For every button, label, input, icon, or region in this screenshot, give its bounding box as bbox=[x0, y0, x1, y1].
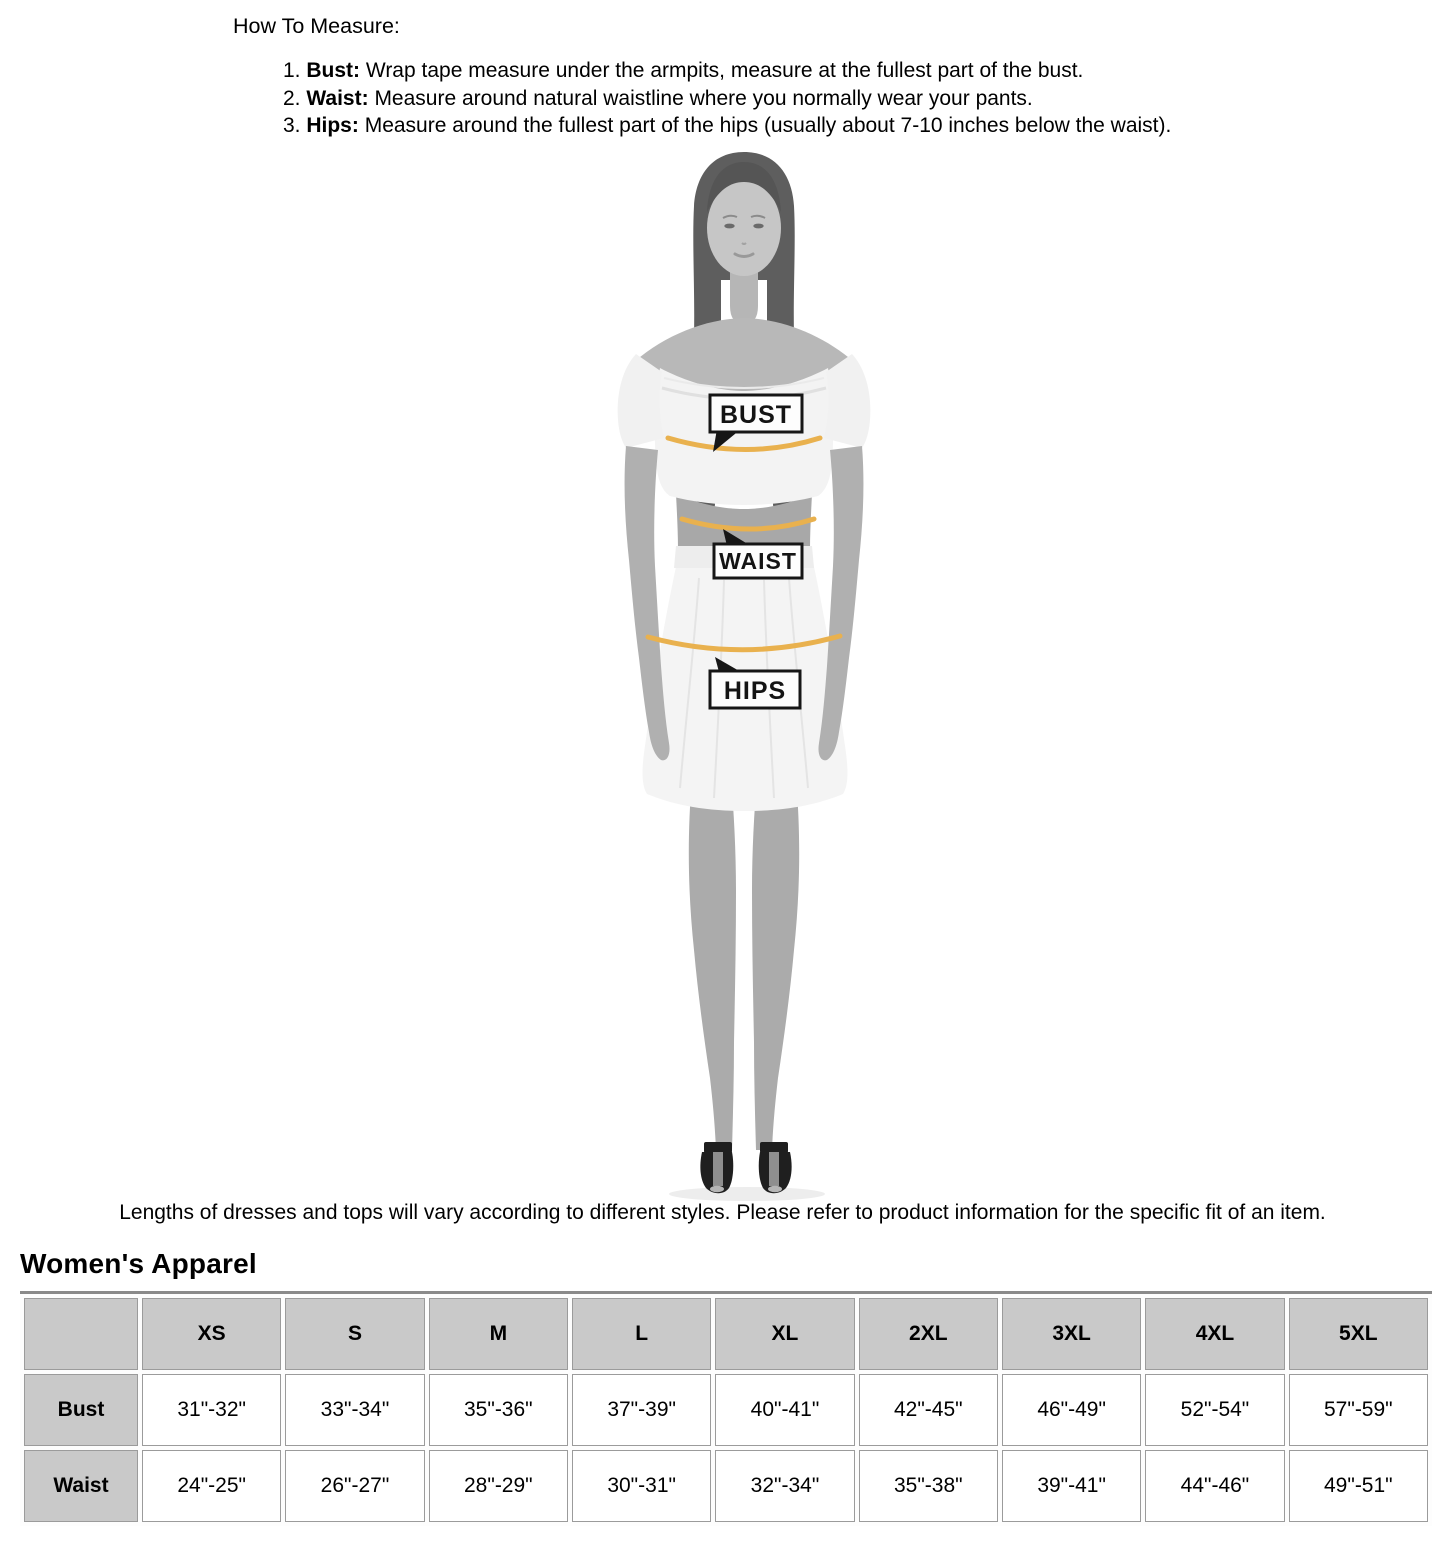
bust-callout-label: BUST bbox=[719, 401, 793, 429]
cell-waist-l: 30"-31" bbox=[572, 1450, 711, 1522]
instruction-step-waist bbox=[283, 85, 1171, 113]
hips-callout-label: HIPS bbox=[723, 677, 787, 705]
size-table-wrap bbox=[20, 1291, 1432, 1526]
row-header-waist: Waist bbox=[24, 1450, 138, 1522]
ground-shadow bbox=[669, 1187, 825, 1201]
step-text: Measure around natural waistline where you normally wear your pants. bbox=[374, 86, 1033, 110]
model-arm-right bbox=[818, 446, 863, 760]
cell-bust-s: 33"-34" bbox=[285, 1374, 424, 1446]
measurement-figure bbox=[564, 148, 924, 1208]
howto-title: How To Measure: bbox=[233, 14, 400, 38]
col-header-2xl: 2XL bbox=[859, 1298, 998, 1370]
cell-waist-m: 28"-29" bbox=[429, 1450, 568, 1522]
cell-waist-2xl: 35"-38" bbox=[859, 1450, 998, 1522]
col-header-5xl: 5XL bbox=[1289, 1298, 1428, 1370]
cell-waist-5xl: 49"-51" bbox=[1289, 1450, 1428, 1522]
cell-waist-3xl: 39"-41" bbox=[1002, 1450, 1141, 1522]
cell-waist-4xl: 44"-46" bbox=[1145, 1450, 1284, 1522]
cell-bust-2xl: 42"-45" bbox=[859, 1374, 998, 1446]
col-header-3xl: 3XL bbox=[1002, 1298, 1141, 1370]
instruction-step-bust bbox=[283, 57, 1171, 85]
waist-row bbox=[24, 1450, 1428, 1522]
waist-callout-label: WAIST bbox=[719, 548, 797, 574]
cell-bust-5xl: 57"-59" bbox=[1289, 1374, 1428, 1446]
fit-note: Lengths of dresses and tops will vary according to different styles. Please refer to product information for the specific fit of an item. bbox=[119, 1201, 1326, 1224]
model-leg-right bbox=[752, 778, 799, 1150]
cell-bust-m: 35"-36" bbox=[429, 1374, 568, 1446]
step-text: Measure around the fullest part of the hips (usually about 7-10 inches below the waist). bbox=[364, 114, 1172, 137]
model-leg-left bbox=[689, 778, 736, 1150]
step-number: 2. bbox=[283, 86, 301, 110]
cell-bust-3xl: 46"-49" bbox=[1002, 1374, 1141, 1446]
bust-row bbox=[24, 1374, 1428, 1446]
cell-waist-s: 26"-27" bbox=[285, 1450, 424, 1522]
step-label: Hips: bbox=[306, 114, 359, 137]
step-number: 3. bbox=[283, 114, 301, 137]
step-label: Bust: bbox=[306, 59, 361, 82]
model-heels bbox=[700, 1142, 791, 1193]
cell-bust-xs: 31"-32" bbox=[142, 1374, 281, 1446]
model-arm-left bbox=[625, 446, 670, 760]
instruction-step-hips bbox=[283, 112, 1171, 140]
measure-instructions bbox=[283, 57, 1171, 140]
col-header-xl: XL bbox=[715, 1298, 854, 1370]
col-header-4xl: 4XL bbox=[1145, 1298, 1284, 1370]
row-header-bust: Bust bbox=[24, 1374, 138, 1446]
col-header-m: M bbox=[429, 1298, 568, 1370]
section-title: Women's Apparel bbox=[20, 1248, 257, 1279]
cell-waist-xs: 24"-25" bbox=[142, 1450, 281, 1522]
model-photo bbox=[564, 148, 924, 1208]
col-header-xs: XS bbox=[142, 1298, 281, 1370]
cell-bust-xl: 40"-41" bbox=[715, 1374, 854, 1446]
corner-cell bbox=[24, 1298, 138, 1370]
size-table bbox=[20, 1294, 1432, 1526]
step-label: Waist: bbox=[306, 86, 369, 110]
step-text: Wrap tape measure under the armpits, measure at the fullest part of the bust. bbox=[365, 59, 1084, 82]
cell-waist-xl: 32"-34" bbox=[715, 1450, 854, 1522]
size-table-header-row bbox=[24, 1298, 1428, 1370]
cell-bust-4xl: 52"-54" bbox=[1145, 1374, 1284, 1446]
step-number: 1. bbox=[283, 59, 301, 82]
cell-bust-l: 37"-39" bbox=[572, 1374, 711, 1446]
col-header-s: S bbox=[285, 1298, 424, 1370]
col-header-l: L bbox=[572, 1298, 711, 1370]
